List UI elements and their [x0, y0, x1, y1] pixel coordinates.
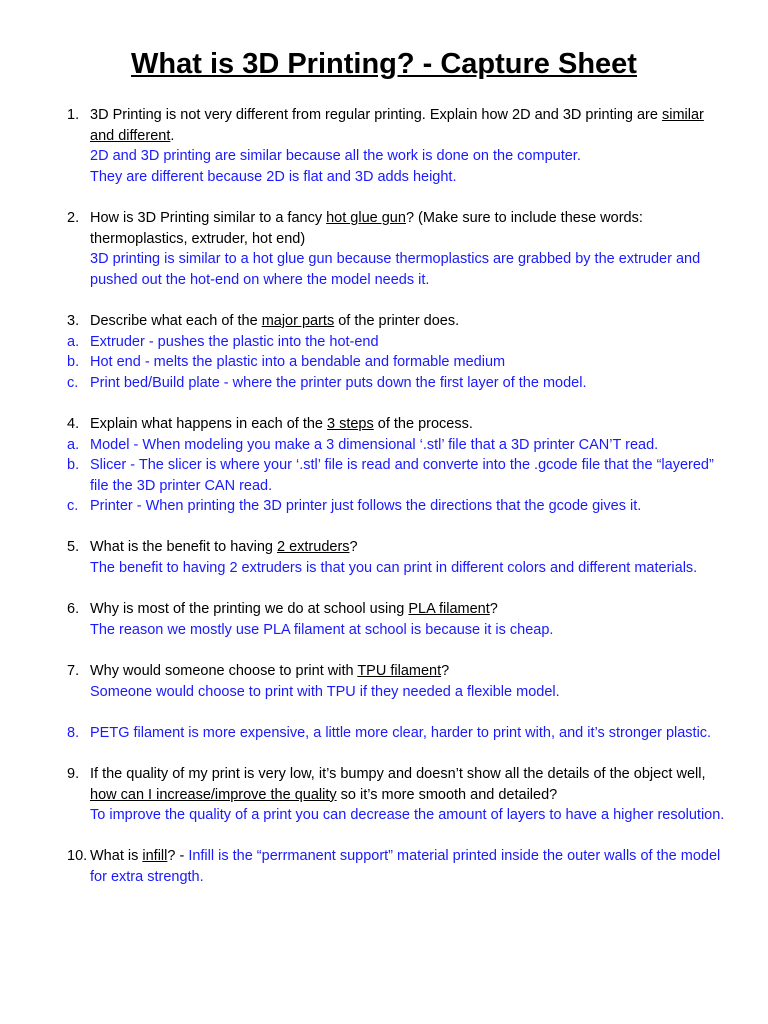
sub-answer-letter: b. — [67, 354, 80, 371]
question-number: 4. — [67, 415, 80, 432]
underlined-keyword: hot glue gun — [326, 209, 406, 226]
answer-text: To improve the quality of a print you can decrease the amount of layers to have a higher resolution. — [90, 807, 725, 824]
sub-answer-letter: a. — [67, 436, 80, 453]
question-item-8 — [0, 723, 768, 744]
sub-answer-letter: b. — [67, 457, 80, 474]
sub-answer-text: Print bed/Build plate - where the printer puts down the first layer of the model. — [90, 374, 587, 391]
sub-answer-text: Hot end - melts the plastic into a bendable and formable medium — [90, 354, 506, 371]
question-text: 3D Printing is not very different from regular printing. Explain how 2D and 3D printing are similar and different. — [90, 107, 704, 144]
question-list — [0, 105, 768, 908]
answer-text: The reason we mostly use PLA filament at school is because it is cheap. — [90, 621, 554, 638]
question-item-6 — [0, 599, 768, 640]
question-text: If the quality of my print is very low, it’s bumpy and doesn’t show all the details of the object well, how can I increase/improve the quality so it’s more smooth and detailed? — [90, 766, 706, 803]
question-number: 5. — [67, 539, 80, 556]
question-item-2 — [0, 208, 768, 290]
underlined-keyword: infill — [142, 848, 168, 865]
question-text: Why is most of the printing we do at school using PLA filament? — [90, 601, 498, 618]
sub-answer-text: Printer - When printing the 3D printer just follows the directions that the gcode gives it. — [90, 498, 642, 515]
answer-text: The benefit to having 2 extruders is that you can print in different colors and different materials. — [90, 560, 698, 577]
sub-answer-letter: a. — [67, 333, 80, 350]
answer-text: PETG filament is more expensive, a little more clear, harder to print with, and it’s stronger plastic. — [90, 724, 712, 741]
sub-answer — [44, 496, 728, 517]
question-text: Explain what happens in each of the 3 steps of the process. — [90, 415, 473, 432]
underlined-keyword: how can I increase/improve the quality — [90, 786, 337, 803]
sub-answer-letter: c. — [67, 374, 79, 391]
question-text: How is 3D Printing similar to a fancy hot glue gun? (Make sure to include these words: thermoplastics, extruder, hot end) — [90, 209, 643, 247]
question-text: What is the benefit to having 2 extruders? — [90, 539, 358, 556]
question-item-10 — [0, 846, 768, 887]
question-number: 2. — [67, 209, 80, 226]
sub-answer-text: Slicer - The slicer is where your ‘.stl’ file is read and converte into the .gcode file that the “layered” file the 3D printer CAN read. — [90, 457, 714, 494]
question-number: 7. — [67, 663, 80, 680]
underlined-keyword: 3 steps — [327, 415, 374, 432]
question-item-5 — [0, 537, 768, 578]
question-item-9 — [0, 764, 768, 826]
sub-answer — [44, 352, 728, 373]
sub-answer — [44, 435, 728, 456]
sub-answer — [44, 373, 728, 394]
question-text: Describe what each of the major parts of the printer does. — [90, 312, 460, 329]
question-number: 10. — [67, 848, 88, 865]
underlined-keyword: major parts — [261, 312, 335, 329]
answer-text: 2D and 3D printing are similar because all the work is done on the computer. — [90, 148, 581, 165]
underlined-keyword: similar and different — [90, 107, 704, 144]
question-number: 3. — [67, 312, 80, 329]
question-number: 6. — [67, 601, 80, 618]
question-item-1 — [0, 105, 768, 187]
question-number: 8. — [67, 724, 80, 741]
question-item-4 — [0, 414, 768, 517]
sub-answer — [44, 332, 728, 353]
underlined-keyword: TPU filament — [357, 663, 442, 680]
question-text: What is infill? - — [90, 848, 189, 865]
underlined-keyword: 2 extruders — [277, 539, 350, 556]
answer-text: 3D printing is similar to a hot glue gun because thermoplastics are grabbed by the extruder and pushed out the hot-end on where the model needs it. — [90, 251, 701, 288]
answer-text: Someone would choose to print with TPU if they needed a flexible model. — [90, 683, 560, 700]
question-item-7 — [0, 661, 768, 702]
question-text: Why would someone choose to print with TPU filament? — [90, 663, 450, 680]
question-item-3 — [0, 311, 768, 393]
question-number: 9. — [67, 766, 80, 782]
sub-answer-text: Model - When modeling you make a 3 dimensional ‘.stl’ file that a 3D printer CAN’T read. — [90, 436, 659, 453]
sub-answer-letter: c. — [67, 498, 79, 515]
answer-text: Infill is the “perrmanent support” material printed inside the outer walls of the model for extra strength. — [90, 848, 721, 885]
answer-text: They are different because 2D is flat and 3D adds height. — [90, 168, 457, 185]
question-number: 1. — [67, 107, 80, 123]
sub-answer — [44, 455, 728, 496]
sub-answer-text: Extruder - pushes the plastic into the hot-end — [90, 333, 379, 350]
page-title: What is 3D Printing? - Capture Sheet — [131, 48, 637, 80]
underlined-keyword: PLA filament — [408, 601, 490, 618]
